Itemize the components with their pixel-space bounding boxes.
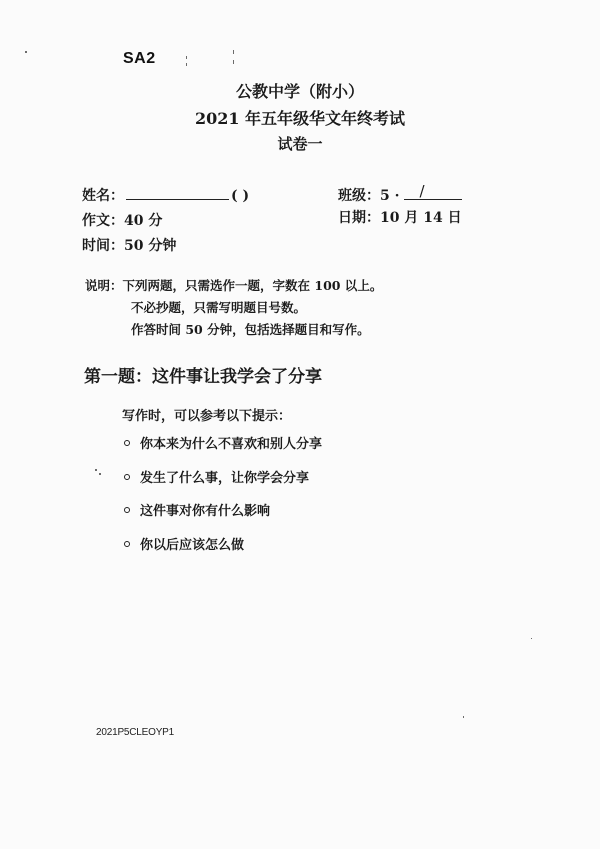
- bullet-icon: [124, 440, 130, 446]
- scan-speck: [186, 63, 187, 66]
- scan-speck: [99, 473, 101, 475]
- bullet-icon: [124, 474, 130, 480]
- instructions-line-2: 不必抄题，只需写明题目号数。: [131, 300, 307, 315]
- name-label: 姓名：: [82, 188, 124, 204]
- class-value: /: [419, 182, 425, 200]
- school-name: 公教中学（附小）: [235, 82, 364, 101]
- paper-title: 试卷一: [277, 135, 323, 153]
- hint-text: 这件事对你有什么影响: [140, 504, 271, 519]
- instructions-line-1: [85, 276, 382, 294]
- hint-item: [124, 467, 309, 486]
- exam-date: 日期：10 月 14 日: [338, 210, 462, 226]
- index-parens: ( ): [231, 188, 250, 204]
- exam-time: 时间：50 分钟: [82, 238, 177, 254]
- hint-item: [124, 500, 270, 519]
- hint-text: 你本来为什么不喜欢和别人分享: [140, 437, 323, 452]
- instructions-lead: 说明：: [85, 278, 123, 293]
- class-row: [338, 182, 462, 205]
- paper-code: 2021P5CLEOYP1: [96, 727, 175, 738]
- hint-item: [124, 534, 244, 553]
- instructions-line-3: 作答时间 50 分钟，包括选择题目和写作。: [131, 322, 370, 337]
- hint-text: 发生了什么事，让你学会分享: [140, 471, 310, 486]
- question-title: 第一题：这件事让我学会了分享: [84, 367, 322, 387]
- handwritten-tag: SA2: [123, 50, 156, 67]
- scan-speck: [186, 56, 187, 59]
- instructions-text-1: 下列两题，只需选作一题，字数在 100 以上。: [122, 278, 383, 293]
- class-blank[interactable]: [404, 182, 462, 200]
- scan-speck: [233, 60, 234, 64]
- bullet-icon: [124, 507, 130, 513]
- name-row: [82, 185, 249, 205]
- scan-speck: [463, 716, 464, 718]
- hint-intro: 写作时，可以参考以下提示：: [122, 409, 292, 424]
- hint-item: [124, 433, 322, 452]
- hint-text: 你以后应该怎么做: [140, 538, 245, 553]
- bullet-icon: [124, 541, 130, 547]
- scan-speck: [531, 638, 532, 639]
- exam-title: 2021 年五年级华文年终考试: [194, 109, 406, 128]
- scan-speck: [233, 50, 234, 54]
- name-blank[interactable]: [126, 187, 229, 200]
- scan-speck: [25, 51, 27, 53]
- scan-speck: [95, 469, 97, 471]
- class-label: 班级：5 ·: [338, 188, 400, 204]
- essay-marks: 作文：40 分: [82, 213, 163, 229]
